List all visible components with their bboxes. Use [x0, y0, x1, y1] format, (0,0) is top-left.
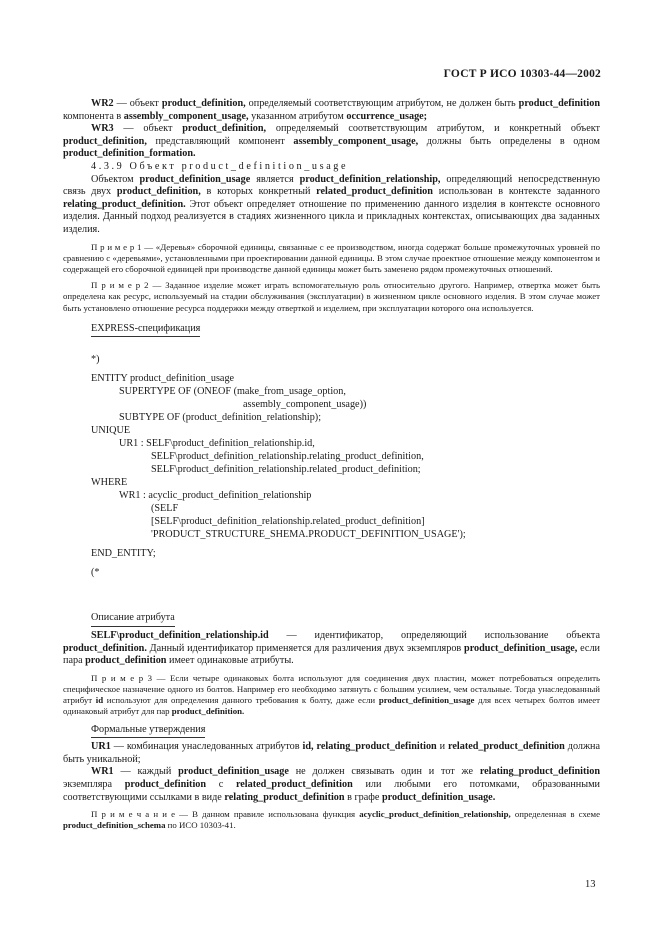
code-line: WHERE: [91, 477, 128, 489]
paragraph-wr2: WR2 — объект product_definition, определяемый соответствующим атрибутом, не должен быть product_definition компонента в assembly_component_usage, указанном атрибутом occurrence_usage;: [63, 98, 600, 122]
page-body: [63, 98, 600, 832]
paragraph-wr3: WR3 — объект product_definition, определяемый соответствующим атрибутом, и конкретный объект product_definition, представляющий компонент assembly_component_usage, должны быть определены в одном product_definition_formation.: [63, 123, 600, 160]
code-line: 'PRODUCT_STRUCTURE_SHEMA.PRODUCT_DEFINITION_USAGE');: [151, 529, 466, 541]
example-2: П р и м е р 2 — Заданное изделие может играть вспомогательную роль относительно другого. Например, отвертка может быть определена как ресурс, используемый на стадии обслуживания (эксплуатации) в жизненном цикле основного изделия. В этом случае может быть установлено отношение ресурса поддержки между отверткой и изделием, при эксплуатации которого она используется.: [63, 280, 600, 313]
paragraph-wr1: WR1 — каждый product_definition_usage не должен связывать один и тот же relating_product_definition экземпляра product_definition с related_product_definition или любыми его потомками, образованными соответствующими ссылками в виде relating_product_definition в графе product_definition_usage.: [63, 766, 600, 803]
code-line: (SELF: [151, 503, 179, 515]
code-line: SUBTYPE OF (product_definition_relationship);: [119, 412, 322, 424]
attribute-description-heading: Описание атрибута: [91, 612, 175, 627]
express-code-block: [91, 340, 600, 605]
code-line: SUPERTYPE OF (ONEOF (make_from_usage_option,: [119, 386, 346, 398]
page-header-standard-title: ГОСТ Р ИСО 10303-44—2002: [443, 68, 601, 80]
paragraph-attribute-id: SELF\product_definition_relationship.id — идентификатор, определяющий использование объекта product_definition. Данный идентификатор применяется для различения двух экземпляров product_definition_usage, если пара product_definition имеет одинаковые атрибуты.: [63, 629, 600, 667]
page-number: 13: [585, 879, 596, 890]
code-line: [SELF\product_definition_relationship.related_product_definition]: [151, 516, 425, 528]
code-line: WR1 : acyclic_product_definition_relationship: [119, 490, 312, 502]
code-line: UR1 : SELF\product_definition_relationship.id,: [119, 438, 315, 450]
paragraph-ur1: UR1 — комбинация унаследованных атрибутов id, relating_product_definition и related_product_definition должна быть уникальной;: [63, 741, 601, 765]
express-spec-heading: EXPRESS-спецификация: [91, 323, 200, 338]
code-line: ENTITY product_definition_usage: [91, 373, 235, 385]
code-line: SELF\product_definition_relationship.relating_product_definition,: [151, 451, 424, 463]
paragraph-intro: Объектом product_definition_usage является product_definition_relationship, определяющий непосредственную связь двух product_definition, в которых конкретный related_product_definition использован в контексте заданного relating_product_definition. Этот объект определяет отношение по применению данного изделия в контексте основного изделия. Данный подход реализуется в стадиях жизненного цикла и прикладных контекстах, описывающих два заданных изделия.: [63, 173, 600, 235]
code-line: UNIQUE: [91, 425, 131, 437]
example-3: П р и м е р 3 — Если четыре одинаковых болта используют для соединения двух пластин, может потребоваться определить специфическое назначение одного из болтов. Например его необходимо затянуть с большим усилием, чем остальные. Тогда унаследованный атрибут id используют для определения данного требования к болту, даже если product_definition_usage для всех четырех болтов имеет одинаковый атрибут для пар product_definition.: [63, 672, 600, 717]
code-line: SELF\product_definition_relationship.related_product_definition;: [151, 464, 421, 476]
code-line: END_ENTITY;: [91, 548, 156, 560]
formal-statements-heading: Формальные утверждения: [91, 724, 205, 739]
code-line: (*: [91, 567, 100, 579]
code-line: assembly_component_usage)): [243, 399, 367, 411]
note-paragraph: П р и м е ч а н и е — В данном правиле использована функция acyclic_product_definition_relationship, определенная в схеме product_definition_schema по ИСО 10303-41.: [63, 809, 600, 831]
example-1: П р и м е р 1 — «Деревья» сборочной единицы, связанные с ее производством, иногда содержат больше промежуточных уровней по сравнению с «деревьями», установленными при проектировании данной единицы. В этом случае проектное отношение между компонентом и содержащей его сборочной единицей при производстве данной единицы может быть заменено рядом промежуточных отношений.: [63, 241, 600, 274]
section-heading-4-3-9: 4.3.9 Объект product_definition_usage: [91, 160, 349, 172]
code-line: *): [91, 354, 100, 366]
